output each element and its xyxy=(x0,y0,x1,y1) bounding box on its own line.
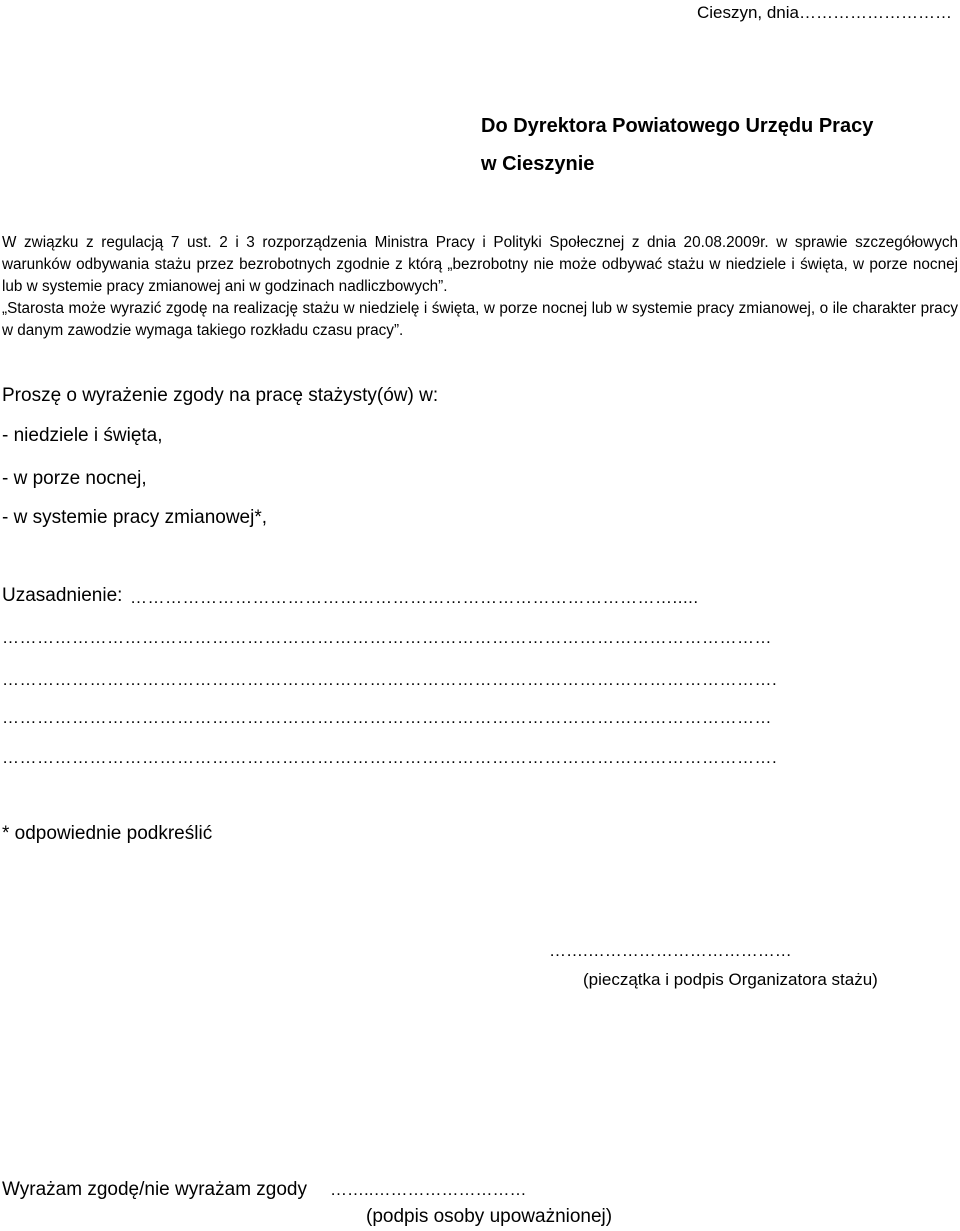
option-night-time: - w porze nocnej, xyxy=(2,468,147,489)
addressee-title: Do Dyrektora Powiatowego Urzędu Pracy xyxy=(481,115,874,137)
justification-dotted-line: ……………………………………………………………………………………………………………………. xyxy=(2,670,778,689)
justification-dotted-line: …………………………………………………………………………………………………………………… xyxy=(2,628,772,647)
starosta-quote-paragraph: „Starosta może wyrazić zgodę na realizację stażu w niedzielę i święta, w porze nocnej lub w systemie pracy zmianowej, o ile charakter pracy w danym zawodzie wymaga takiego rozkładu czasu pracy”. xyxy=(2,300,958,339)
option-sundays-holidays: - niedziele i święta, xyxy=(2,425,163,446)
legal-basis-paragraph: W związku z regulacją 7 ust. 2 i 3 rozporządzenia Ministra Pracy i Polityki Społecznej z dnia 20.08.2009r. w sprawie szczegółowych warunków odbywania stażu przez bezrobotnych zgodnie z którą „bezrobotny nie może odbywać stażu w niedziele i święta, w porze nocnej lub w systemie pracy zmianowej ani w godzinach nadliczbowych”. xyxy=(2,234,958,295)
justification-dotted-line: ……………………………………………………………………………………………………………………. xyxy=(2,748,778,767)
place-date-line: Cieszyn, dnia……………………… xyxy=(696,3,952,22)
justification-dotted-line: …………………………………………………………………………………..... xyxy=(130,588,699,607)
authorized-person-caption: (podpis osoby upoważnionej) xyxy=(366,1206,613,1227)
legal-basis-block xyxy=(2,232,958,342)
justification-dotted-line: …………………………………………………………………………………………………………………… xyxy=(2,708,772,727)
addressee-city: w Cieszynie xyxy=(481,153,595,175)
option-shift-work: - w systemie pracy zmianowej*, xyxy=(2,507,268,528)
consent-signature-line: ……..……………………… xyxy=(330,1180,527,1199)
request-heading: Proszę o wyrażenie zgody na pracę stażysty(ów) w: xyxy=(2,385,439,406)
organizer-signature-caption: (pieczątka i podpis Organizatora stażu) xyxy=(583,970,878,989)
footnote: * odpowiednie podkreślić xyxy=(2,823,213,844)
justification-label: Uzasadnienie: xyxy=(2,585,123,606)
organizer-signature-line: …….……………………………… xyxy=(549,941,792,960)
consent-label: Wyrażam zgodę/nie wyrażam zgody xyxy=(2,1179,308,1200)
